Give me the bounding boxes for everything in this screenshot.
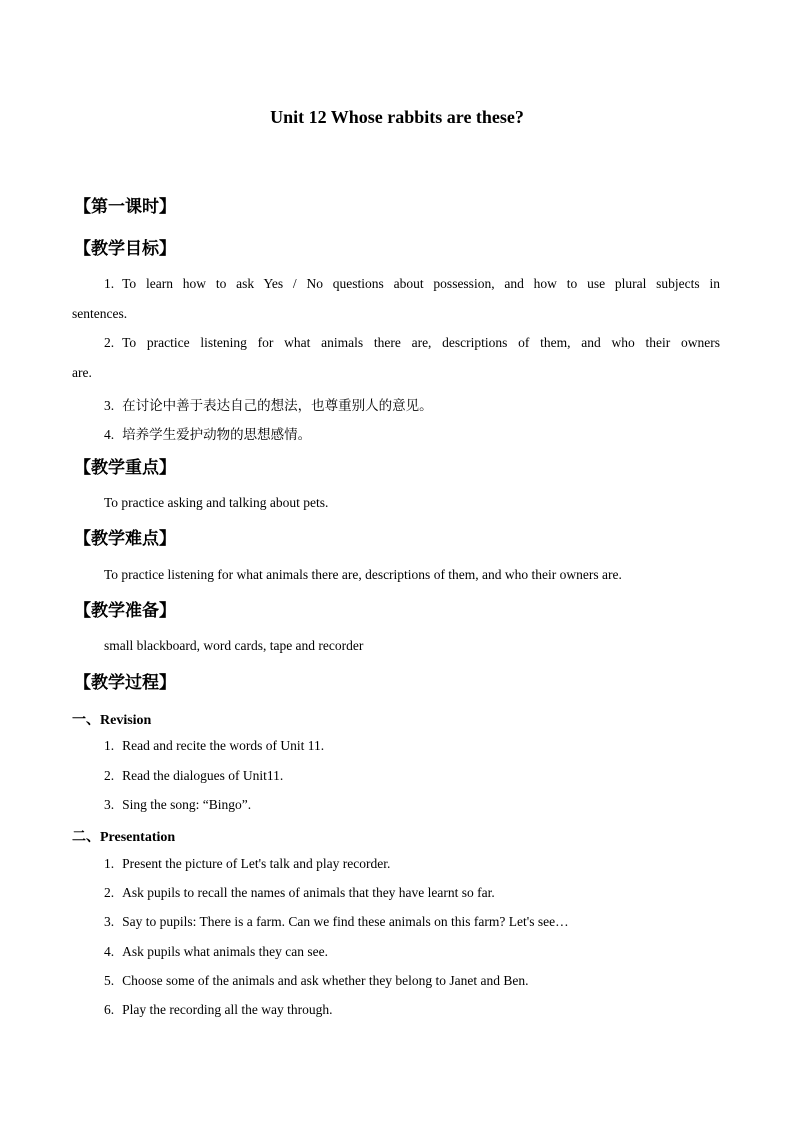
- list-item-number: 4.: [104, 944, 115, 959]
- objective-2-line-b: are.: [72, 365, 92, 380]
- section-presentation: [72, 826, 175, 846]
- list-item-text: Present the picture of Let's talk and play recorder.: [122, 856, 391, 871]
- list-item-text: Choose some of the animals and ask whether they belong to Janet and Ben.: [122, 973, 529, 988]
- list-item-number: 5.: [104, 973, 115, 988]
- section-revision: [72, 709, 151, 729]
- section-revision-label: Revision: [100, 713, 152, 728]
- section-revision-number: 一、: [72, 712, 100, 728]
- key-points-heading: 【教学重点】: [74, 458, 176, 478]
- list-item: [104, 856, 390, 872]
- objective-1-line-b: sentences.: [72, 306, 128, 321]
- list-item-number: 3.: [104, 797, 115, 812]
- objective-3-text: 在讨论中善于表达自己的想法，也尊重别人的意见。: [122, 398, 433, 414]
- list-item-number: 3.: [104, 914, 115, 929]
- list-item-text: Read the dialogues of Unit11.: [122, 768, 284, 783]
- list-item-text: Ask pupils to recall the names of animals that they have learnt so far.: [122, 885, 495, 900]
- objective-2-text: To practice listening for what animals there are, descriptions of them, and who their owners: [122, 335, 720, 350]
- list-item: [104, 1002, 332, 1018]
- list-item: [104, 914, 569, 930]
- list-item-number: 1.: [104, 738, 115, 753]
- objective-2-line-a: [104, 335, 720, 351]
- objective-1-text: To learn how to ask Yes / No questions about possession, and how to use plural subjects in: [122, 276, 720, 291]
- preparation-text: small blackboard, word cards, tape and recorder: [104, 638, 364, 653]
- objective-4: [104, 423, 311, 443]
- list-item-text: Say to pupils: There is a farm. Can we find these animals on this farm? Let's see…: [122, 914, 569, 929]
- objective-4-number: 4.: [104, 427, 115, 442]
- objective-4-text: 培养学生爱护动物的思想感情。: [122, 427, 312, 443]
- list-item-number: 2.: [104, 885, 115, 900]
- objective-1-number: 1.: [104, 276, 115, 291]
- list-item-text: Sing the song: “Bingo”.: [122, 797, 252, 812]
- list-item: [104, 885, 495, 901]
- list-item: [104, 944, 328, 960]
- objectives-heading: 【教学目标】: [74, 239, 176, 259]
- difficult-points-text: To practice listening for what animals there are, descriptions of them, and who their owners are.: [104, 567, 622, 582]
- list-item-number: 2.: [104, 768, 115, 783]
- section-presentation-number: 二、: [72, 829, 100, 845]
- list-item-text: Play the recording all the way through.: [122, 1002, 333, 1017]
- section-presentation-label: Presentation: [100, 830, 176, 845]
- objective-2-number: 2.: [104, 335, 115, 350]
- list-item-text: Ask pupils what animals they can see.: [122, 944, 328, 959]
- preparation-heading: 【教学准备】: [74, 601, 176, 621]
- list-item: [104, 973, 529, 989]
- process-heading: 【教学过程】: [74, 673, 176, 693]
- list-item: [104, 738, 324, 754]
- lesson-heading: 【第一课时】: [74, 197, 176, 217]
- key-points-text: To practice asking and talking about pets.: [104, 495, 329, 510]
- list-item: [104, 768, 283, 784]
- objective-3-number: 3.: [104, 398, 115, 413]
- list-item: [104, 797, 251, 813]
- difficult-points-heading: 【教学难点】: [74, 529, 176, 549]
- objective-3: [104, 394, 433, 414]
- list-item-number: 1.: [104, 856, 115, 871]
- page-title: Unit 12 Whose rabbits are these?: [270, 107, 524, 127]
- list-item-text: Read and recite the words of Unit 11.: [122, 738, 325, 753]
- list-item-number: 6.: [104, 1002, 115, 1017]
- objective-1-line-a: [104, 276, 720, 292]
